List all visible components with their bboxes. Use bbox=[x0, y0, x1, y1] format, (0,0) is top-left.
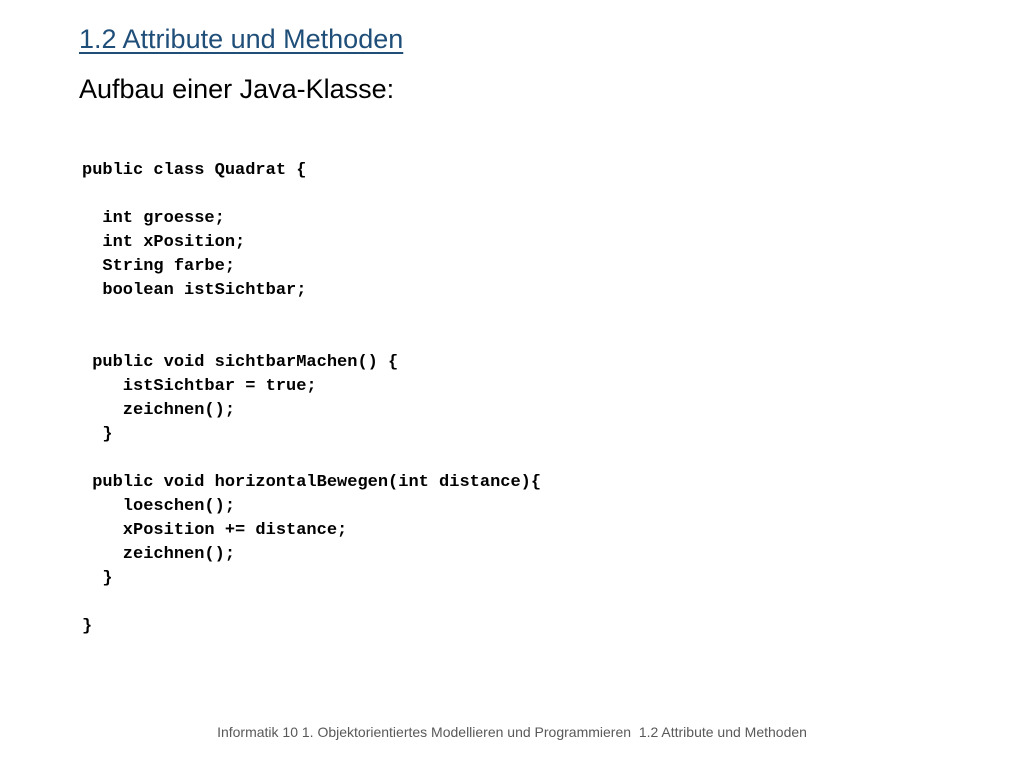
code-line: zeichnen(); bbox=[82, 545, 236, 564]
code-line bbox=[82, 183, 541, 207]
code-line bbox=[82, 591, 541, 615]
code-line: } bbox=[82, 617, 93, 636]
slide-footer: Informatik 10 1. Objektorientiertes Modellieren und Programmieren 1.2 Attribute und Methoden bbox=[217, 724, 807, 740]
code-line: int xPosition; bbox=[82, 233, 246, 252]
code-line bbox=[82, 447, 541, 471]
code-line: loeschen(); bbox=[82, 497, 236, 516]
code-line: boolean istSichtbar; bbox=[82, 281, 307, 300]
code-line bbox=[82, 303, 541, 327]
slide-subtitle: Aufbau einer Java-Klasse: bbox=[79, 74, 395, 104]
code-line: xPosition += distance; bbox=[82, 521, 348, 540]
code-line: zeichnen(); bbox=[82, 401, 236, 420]
code-line: public void sichtbarMachen() { bbox=[82, 353, 399, 372]
slide-title: 1.2 Attribute und Methoden bbox=[79, 24, 404, 54]
code-line: String farbe; bbox=[82, 257, 236, 276]
code-line: istSichtbar = true; bbox=[82, 377, 317, 396]
code-block bbox=[82, 159, 541, 639]
code-line: int groesse; bbox=[82, 209, 225, 228]
code-line: public class Quadrat { bbox=[82, 161, 307, 180]
code-line: } bbox=[82, 569, 113, 588]
code-line bbox=[82, 327, 541, 351]
code-line: public void horizontalBewegen(int distance){ bbox=[82, 473, 542, 492]
code-line: } bbox=[82, 425, 113, 444]
